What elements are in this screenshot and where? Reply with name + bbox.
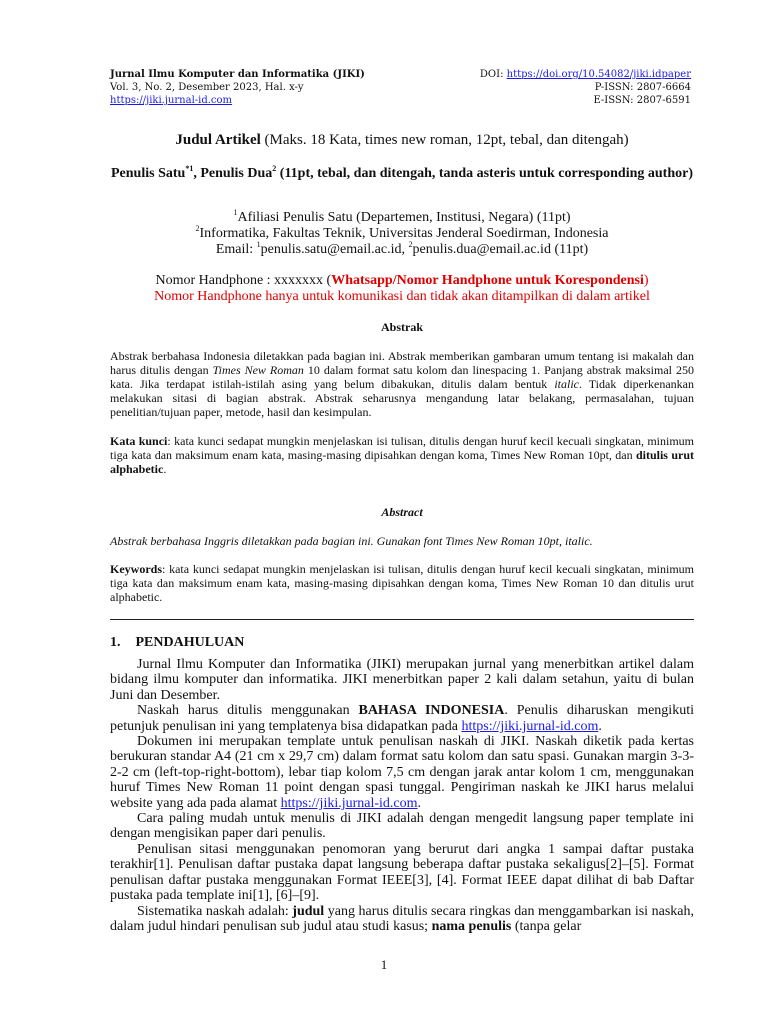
email-1: penulis.satu@email.ac.id, [260, 242, 409, 257]
journal-header-left [110, 68, 365, 107]
email-2-sup: 2 [408, 240, 413, 249]
section-body [110, 657, 694, 934]
p2-text-b: . Penulis diharuskan mengikuti petunjuk penulisan ini yang templatenya bisa didapatkan pada [110, 703, 694, 734]
section-divider [110, 619, 694, 620]
kata-kunci [110, 434, 694, 476]
phone-note: Nomor Handphone hanya untuk komunikasi dan tidak akan ditampilkan di dalam artikel [154, 289, 650, 304]
body-paragraph-4: Cara paling mudah untuk menulis di JIKI adalah dengan mengedit langsung paper template ini dengan mengisikan paper dari penulis. [110, 811, 694, 842]
section-heading [110, 635, 244, 651]
affiliation-2-sup: 2 [195, 224, 200, 233]
affiliation-2 [110, 226, 694, 242]
abstrak-text [110, 349, 694, 419]
p6-bold-1: judul [292, 903, 325, 919]
affiliations [110, 210, 694, 258]
kata-kunci-end: . [163, 462, 167, 476]
body-paragraph-5: Penulisan sitasi menggunakan penomoran yang berurut dari angka 1 sampai daftar pustaka terakhir[1]. Penulisan daftar pustaka dapat langsung beberapa daftar pustaka sekaligus[2]–[5]. Format penulisan daftar pustaka menggunakan Format IEEE[3], [4]. Format IEEE dapat dilihat di bab Daftar pustaka pada template ini[1], [6]–[9]. [110, 841, 694, 904]
author-2: Penulis Dua [200, 166, 273, 181]
author-line [110, 165, 694, 182]
keywords [110, 562, 694, 604]
kata-kunci-text: : kata kunci sedapat mungkin menjelaskan isi tulisan, ditulis dengan huruf kecil kecuali singkatan, minimum tiga kata dan maksimum enam kata, masing-masing dipisahkan dengan koma, Times New Roman 10pt, dan [110, 434, 694, 462]
p2-text-a: Naskah harus ditulis menggunakan [137, 703, 359, 719]
affiliation-2-text: Informatika, Fakultas Teknik, Universitas Jenderal Soedirman, Indonesia [199, 226, 609, 241]
phone-highlight: Whatsapp/Nomor Handphone untuk Korespondensi [331, 273, 644, 288]
phone-close: ) [643, 273, 649, 288]
abstrak-text-italic: Times New Roman [212, 363, 304, 377]
body-paragraph-2 [110, 703, 694, 734]
email-2: penulis.dua@email.ac.id (11pt) [412, 242, 589, 257]
kata-kunci-label: Kata kunci [110, 434, 168, 448]
doi-label: DOI: [479, 69, 507, 80]
author-1-sup: *1 [185, 164, 194, 173]
page-number: 1 [380, 957, 388, 972]
phone-line [110, 273, 694, 289]
p6-text-a: Sistematika naskah adalah: [137, 903, 293, 919]
template-link[interactable]: https://jiki.jurnal-id.com [461, 718, 599, 734]
author-separator: , [193, 166, 201, 181]
journal-header-right [480, 68, 691, 107]
body-paragraph-3 [110, 734, 694, 811]
email-1-sup: 1 [256, 240, 261, 249]
abstract-heading: Abstract [381, 505, 423, 519]
abstract-text: Abstrak berbahasa Inggris diletakkan pada bagian ini. Gunakan font Times New Roman 10pt, italic. [110, 534, 593, 548]
phone-block [110, 273, 694, 305]
article-title [110, 132, 694, 149]
article-title-note: (Maks. 18 Kata, times new roman, 12pt, tebal, dan ditengah) [260, 132, 629, 148]
keywords-text: : kata kunci sedapat mungkin menjelaskan isi tulisan, ditulis dengan huruf kecil kecuali singkatan, minimum tiga kata dan maksimum enam kata, masing-masing dipisahkan dengan koma, Times New Roman 10 dan ditulis urut alphabetic. [110, 562, 694, 604]
keywords-label: Keywords [110, 562, 162, 576]
email-label: Email: [215, 242, 257, 257]
section-title: PENDAHULUAN [135, 635, 245, 650]
doi-link[interactable]: https://doi.org/10.54082/jiki.idpaper [506, 69, 691, 80]
abstrak-text-b: 10 dalam format satu kolom dan linespacing 1. Panjang abstrak maksimal 250 kata. Jika terdapat istilah-istilah asing yang belum dibakukan, ditulis dalam bentuk [110, 363, 694, 391]
p3-text: Dokumen ini merupakan template untuk penulisan naskah di JIKI. Naskah diketik pada kertas berukuran standar A4 (21 cm x 29,7 cm) dalam format satu kolom dan satu spasi. Gunakan margin 3-3-2-2 cm (left-top-right-bottom), lebar tiap kolom 7,5 cm dengan jarak antar kolom 1 cm, menggunakan huruf Times New Roman 11 point dengan spasi tunggal. Pengiriman naskah ke JIKI harus melalui website yang ada pada alamat [110, 734, 694, 811]
p6-bold-2: nama penulis [431, 918, 512, 934]
author-2-sup: 2 [272, 164, 277, 173]
body-paragraph-1: Jurnal Ilmu Komputer dan Informatika (JIKI) merupakan jurnal yang menerbitkan artikel dalam bidang ilmu komputer dan informatika. JIKI menerbitkan paper 2 kali dalam setahun, yaitu di bulan Juni dan Desember. [110, 657, 694, 703]
phone-label: Nomor Handphone : xxxxxxx ( [155, 273, 332, 288]
abstrak-text-a: Abstrak berbahasa Indonesia diletakkan pada bagian ini. Abstrak memberikan gambaran umum tentang isi makalah dan harus ditulis dengan [110, 349, 694, 377]
affiliation-1-sup: 1 [233, 208, 238, 217]
section-number: 1. [110, 635, 121, 650]
body-paragraph-6 [110, 904, 694, 935]
pissn: P-ISSN: 2807-6664 [594, 82, 691, 93]
eissn: E-ISSN: 2807-6591 [593, 95, 691, 106]
abstrak-text-italic-2: italic [554, 377, 579, 391]
affiliation-1-text: Afiliasi Penulis Satu (Departemen, Institusi, Negara) (11pt) [237, 210, 571, 225]
journal-name: Jurnal Ilmu Komputer dan Informatika (JIKI) [110, 69, 365, 80]
p2-end: . [598, 718, 602, 734]
doi-line [480, 68, 691, 81]
author-1: Penulis Satu [111, 166, 186, 181]
abstrak-heading: Abstrak [380, 320, 423, 334]
p6-text-c: (tanpa gelar [511, 918, 582, 934]
journal-website-link[interactable]: https://jiki.jurnal-id.com [110, 95, 233, 106]
abstrak-text-c: . Tidak diperkenankan melakukan sitasi di bagian abstrak. Abstrak seharusnya mengandung latar belakang, permasalahan, tujuan penelitian/tujuan paper, metode, hasil dan kesimpulan. [110, 377, 694, 419]
author-note: (11pt, tebal, dan ditengah, tanda asteris untuk corresponding author) [276, 166, 693, 181]
email-line [110, 242, 694, 258]
kata-kunci-bold: ditulis urut alphabetic [110, 448, 694, 476]
journal-volume: Vol. 3, No. 2, Desember 2023, Hal. x-y [110, 82, 304, 93]
p6-text-b: yang harus ditulis secara ringkas dan menggambarkan isi naskah, dalam judul hindari penulisan sub judul atau studi kasus; [110, 903, 694, 934]
submission-link[interactable]: https://jiki.jurnal-id.com [280, 795, 418, 811]
article-title-bold: Judul Artikel [175, 132, 261, 148]
p3-end: . [417, 795, 422, 811]
p2-bold: BAHASA INDONESIA [358, 703, 505, 719]
